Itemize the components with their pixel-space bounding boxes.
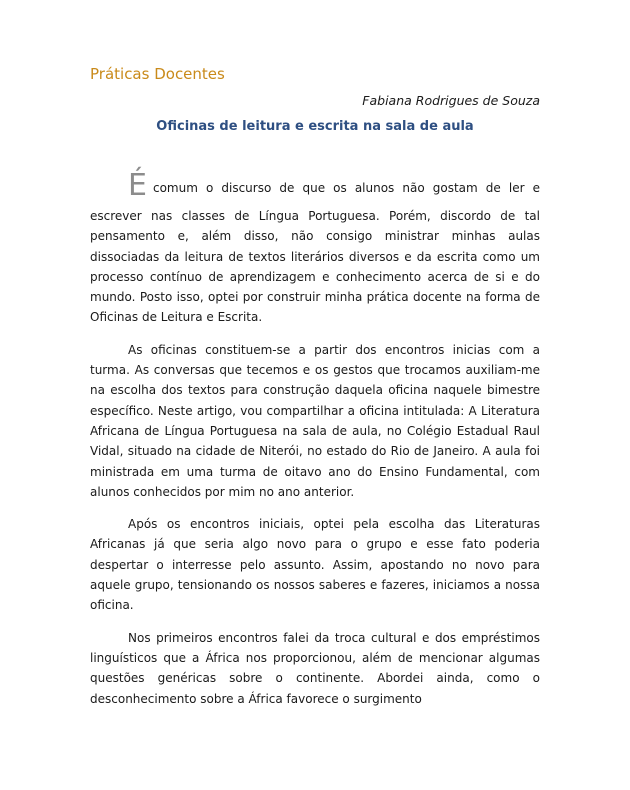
section-label: Práticas Docentes bbox=[90, 65, 225, 83]
author-name: Fabiana Rodrigues de Souza bbox=[362, 93, 540, 108]
opening-line bbox=[90, 158, 540, 203]
paragraph-4: Nos primeiros encontros falei da troca cultural e dos empréstimos linguísticos que a África nos proporcionou, além de mencionar algumas questões genéricas sobre o continente. Abordei ainda, como o desconhecimento sobre a África favorece o surgimento bbox=[90, 630, 540, 706]
drop-cap: É bbox=[128, 168, 147, 203]
document-page bbox=[90, 64, 540, 709]
paragraph-2: As oficinas constituem-se a partir dos encontros inicias com a turma. As conversas que tecemos e os gestos que trocamos auxiliam-me na escolha dos textos para construção daquela oficina naquele bimestre específico. Neste artigo, vou compartilhar a oficina intitulada: A Literatura Africana de Língua Portuguesa na sala de aula, no Colégio Estadual Raul Vidal, situado na cidade de Niterói, no estado do Rio de Janeiro. A aula foi ministrada em uma turma de oitavo ano do Ensino Fundamental, com alunos conhecidos por mim no ano anterior. bbox=[90, 342, 540, 499]
paragraph-1: escrever nas classes de Língua Portuguesa. Porém, discordo de tal pensamento e, além disso, não consigo ministrar minhas aulas dissociadas da leitura de textos literários diversos e da escrita como um processo contínuo de aprendizagem e conhecimento acerca de si e do mundo. Posto isso, optei por construir minha prática docente na forma de Oficinas de Leitura e Escrita. bbox=[90, 209, 540, 325]
article-title: Oficinas de leitura e escrita na sala de aula bbox=[156, 119, 474, 134]
opening-line-text: comum o discurso de que os alunos não gostam de ler e bbox=[152, 181, 540, 195]
paragraph-3: Após os encontros iniciais, optei pela escolha das Literaturas Africanas já que seria algo novo para o grupo e esse fato poderia despertar o interresse pelo assunto. Assim, apostando no novo para aquele grupo, tensionando os nossos saberes e fazeres, iniciamos a nossa oficina. bbox=[90, 517, 540, 613]
